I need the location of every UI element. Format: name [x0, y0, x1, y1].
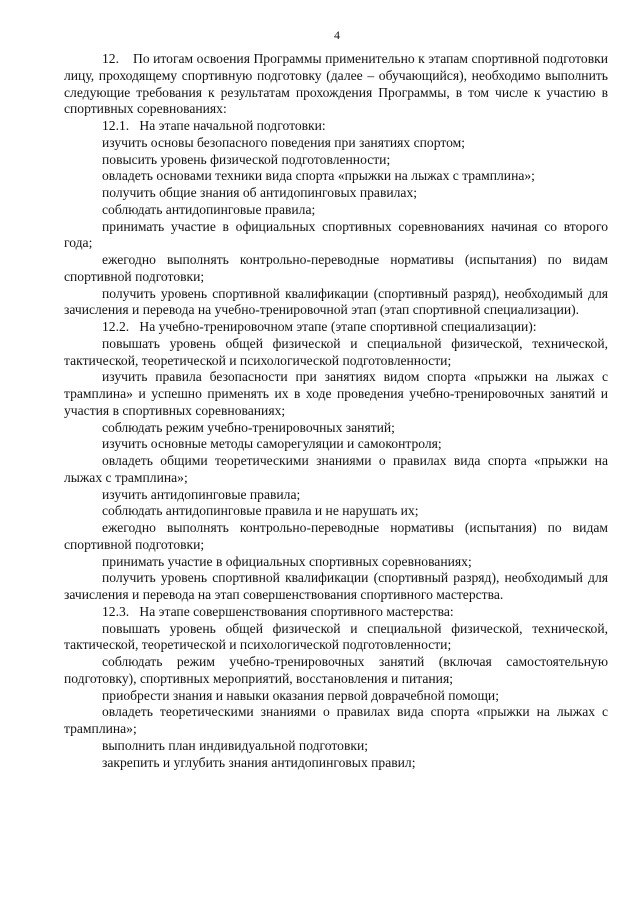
requirement-item: соблюдать антидопинговые правила и не нарушать их; — [102, 503, 419, 519]
heading-12-2: 12.2. На учебно-тренировочном этапе (этапе спортивной специализации): — [102, 319, 537, 334]
requirement-item: получить общие знания об антидопинговых правилах; — [102, 185, 418, 200]
requirement-item: овладеть теоретическими знаниями о правилах вида спорта «прыжки на лыжах с трамплина»; — [64, 704, 608, 736]
requirement-item: соблюдать антидопинговые правила; — [102, 201, 316, 217]
requirement-item: повысить уровень физической подготовленности; — [102, 151, 391, 167]
requirement-item: получить уровень спортивной квалификации (спортивный разряд), необходимый для зачисления и перевода на учебно-тренировочной этап (этап спортивной специализации). — [64, 285, 608, 318]
requirement-item: закрепить и углубить знания антидопинговых правил; — [102, 754, 416, 770]
requirement-item: повышать уровень общей физической и специальной физической, технической, тактической, теоретической и психологической подготовленности; — [64, 620, 608, 653]
requirement-item: выполнить план индивидуальной подготовки; — [102, 737, 369, 753]
requirement-item: овладеть основами техники вида спорта «прыжки на лыжах с трамплина»; — [102, 168, 535, 184]
paragraph-12-intro: 12. По итогам освоения Программы применительно к этапам спортивной подготовки лицу, проходящему спортивную подготовку (далее – обучающийся), необходимо выполнить следующие требования к результатам прохождения Программы, в том числе к участию в спортивных соревнованиях: — [64, 51, 608, 117]
requirement-item: повышать уровень общей физической и специальной физической, технической, тактической, теоретической и психологической подготовленности; — [64, 335, 608, 368]
requirement-item: изучить основы безопасного поведения при занятиях спортом; — [102, 134, 466, 150]
requirement-item: получить уровень спортивной квалификации (спортивный разряд), необходимый для зачисления и перевода на этап совершенствования спортивного мастерства. — [64, 570, 608, 602]
requirement-item: овладеть общими теоретическими знаниями о правилах вида спорта «прыжки на лыжах с трамплина»; — [64, 453, 608, 485]
requirement-item: приобрести знания и навыки оказания первой доврачебной помощи; — [102, 687, 499, 703]
requirement-item: ежегодно выполнять контрольно-переводные нормативы (испытания) по видам спортивной подготовки; — [64, 252, 608, 284]
heading-12-1: 12.1. На этапе начальной подготовки: — [102, 118, 326, 133]
requirement-item: изучить правила безопасности при занятиях видом спорта «прыжки на лыжах с трамплина» и успешно применять их в ходе проведения учебно-тренировочных занятий и участия в спортивных соревнованиях; — [64, 369, 608, 418]
requirement-item: принимать участие в официальных спортивных соревнованиях; — [102, 553, 472, 569]
requirement-item: соблюдать режим учебно-тренировочных занятий; — [102, 419, 395, 435]
document-body — [64, 51, 608, 771]
requirement-item: принимать участие в официальных спортивных соревнованиях начиная со второго года; — [64, 218, 608, 251]
requirement-item: ежегодно выполнять контрольно-переводные нормативы (испытания) по видам спортивной подготовки; — [64, 520, 608, 552]
requirement-item: изучить основные методы саморегуляции и самоконтроля; — [102, 436, 442, 452]
page-number: 4 — [334, 28, 340, 42]
requirement-item: соблюдать режим учебно-тренировочных занятий (включая самостоятельную подготовку), спортивных мероприятий, восстановления и питания; — [64, 654, 608, 686]
heading-12-3: 12.3. На этапе совершенствования спортивного мастерства: — [102, 603, 454, 619]
requirement-item: изучить антидопинговые правила; — [102, 486, 301, 502]
